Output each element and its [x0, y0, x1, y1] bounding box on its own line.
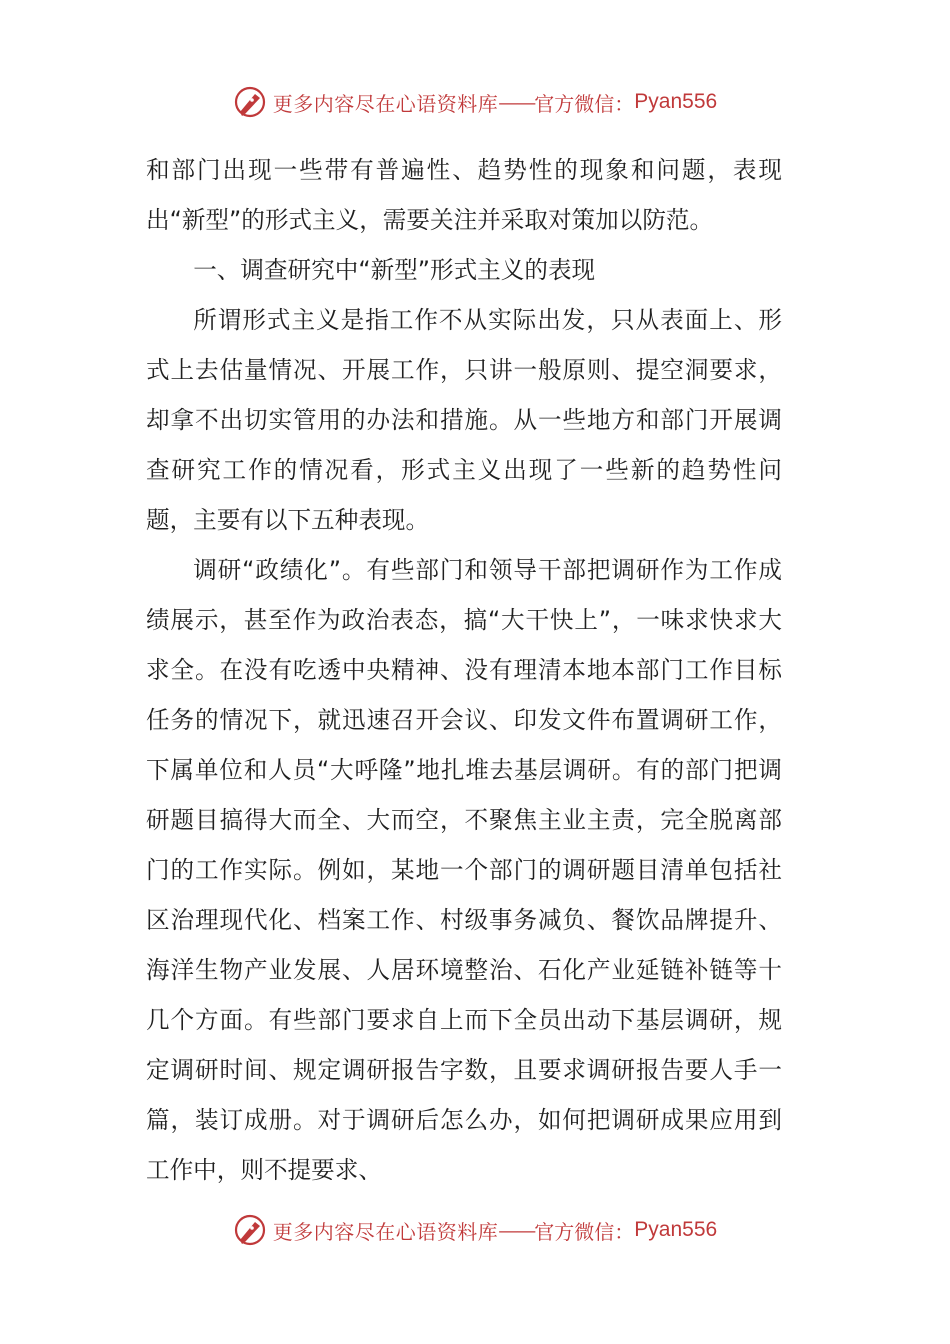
pen-nib-circle-icon: [233, 85, 267, 119]
footer-watermark: [0, 1208, 950, 1252]
section-heading: 一、调查研究中“新型”形式主义的表现: [193, 256, 596, 284]
watermark-official: 官方微信：: [534, 91, 635, 116]
header-watermark: [0, 80, 950, 124]
watermark-dash: ——: [498, 90, 535, 114]
pen-nib-circle-icon: [233, 1213, 267, 1247]
watermark-brand: 更多内容尽在心语资料库: [272, 91, 499, 116]
watermark-official: 官方微信：: [534, 1219, 635, 1244]
watermark-account: Pyan556: [634, 1218, 718, 1241]
paragraph-example: 调研“政绩化”。有些部门和领导干部把调研作为工作成绩展示，甚至作为政治表态，搞“大干快上”，一味求快求大求全。在没有吃透中央精神、没有理清本地本部门工作目标任务的情况下，就迅速召开会议、印发文件布置调研工作，下属单位和人员“大呼隆”地扎堆去基层调研。有的部门把调研题目搞得大而全、大而空，不聚焦主业主责，完全脱离部门的工作实际。例如，某地一个部门的调研题目清单包括社区治理现代化、档案工作、村级事务减负、餐饮品牌提升、海洋生物产业发展、人居环境整治、石化产业延链补链等十几个方面。有些部门要求自上而下全员出动下基层调研，规定调研时间、规定调研报告字数，且要求调研报告要人手一篇，装订成册。对于调研后怎么办，如何把调研成果应用到工作中，则不提要求、: [146, 556, 782, 1184]
watermark-brand: 更多内容尽在心语资料库: [272, 1219, 499, 1244]
paragraph-continuation: 和部门出现一些带有普遍性、趋势性的现象和问题，表现出“新型”的形式主义，需要关注并采取对策加以防范。: [146, 156, 782, 234]
watermark-dash: ——: [498, 1218, 535, 1242]
document-body: [146, 145, 782, 1195]
watermark-account: Pyan556: [634, 90, 718, 113]
paragraph-definition: 所谓形式主义是指工作不从实际出发，只从表面上、形式上去估量情况、开展工作，只讲一般原则、提空洞要求，却拿不出切实管用的办法和措施。从一些地方和部门开展调查研究工作的情况看，形式主义出现了一些新的趋势性问题，主要有以下五种表现。: [146, 306, 782, 534]
